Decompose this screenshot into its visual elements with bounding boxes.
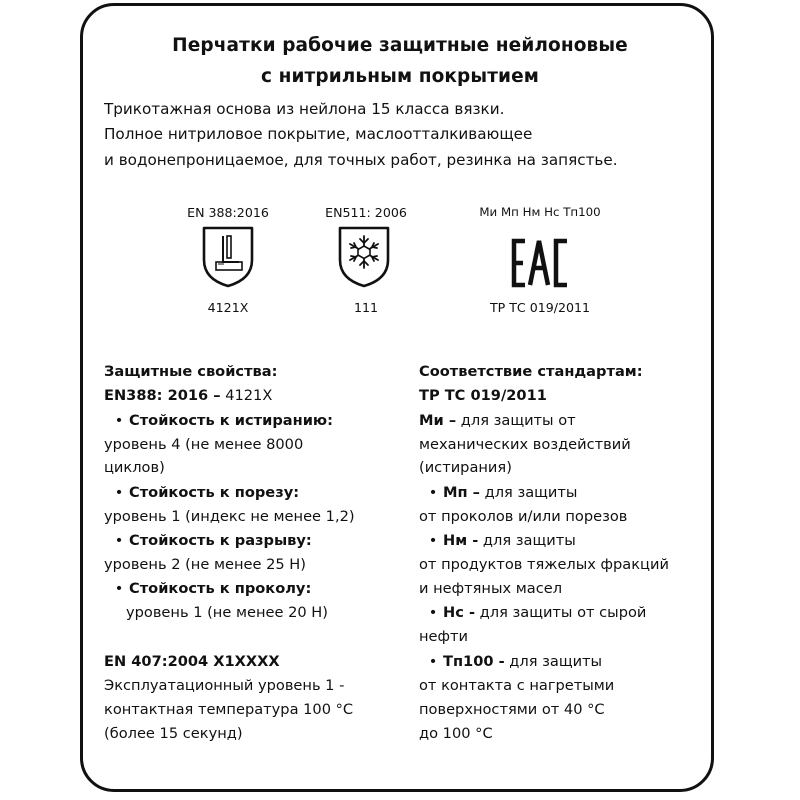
class-mp: • Мп – для защиты <box>428 484 578 501</box>
class-desc: поверхностями от 40 °С <box>419 701 605 718</box>
property-desc: уровень 1 (не менее 20 Н) <box>126 604 328 621</box>
class-tp100: • Тп100 - для защиты <box>428 653 603 670</box>
en407-line: (более 15 секунд) <box>104 725 243 742</box>
en388-code: 4121X <box>207 300 249 315</box>
compliance-heading: Соответствие стандартам: <box>419 363 643 380</box>
class-nm: • Нм - для защиты <box>428 532 576 549</box>
class-desc: от контакта с нагретыми <box>419 677 615 694</box>
description-line: и водонепроницаемое, для точных работ, резинка на запястье. <box>104 151 618 169</box>
page-title: Перчатки рабочие защитные нейлоновые <box>172 35 628 56</box>
en388-summary: EN388: 2016 – 4121X <box>104 387 273 404</box>
eac-classes: Ми Мп Нм Нс Тп100 <box>479 205 601 219</box>
class-nc: • Нс - для защиты от сырой <box>428 604 647 621</box>
en407-line: Эксплуатационный уровень 1 - <box>104 677 345 694</box>
page-subtitle: с нитрильным покрытием <box>261 66 539 87</box>
property-desc: циклов) <box>104 459 165 476</box>
en511-standard-label: EN511: 2006 <box>325 205 407 220</box>
class-desc: до 100 °С <box>419 725 493 742</box>
class-desc: механических воздействий <box>419 436 631 453</box>
eac-mark-icon <box>510 238 570 288</box>
en511-code: 111 <box>353 300 379 315</box>
property-desc: уровень 1 (индекс не менее 1,2) <box>104 508 355 525</box>
eac-regulation: ТР ТС 019/2011 <box>489 300 591 315</box>
class-desc: (истирания) <box>419 459 512 476</box>
en407-heading: EN 407:2004 X1XXXX <box>104 653 280 670</box>
description-line: Полное нитриловое покрытие, маслоотталкивающее <box>104 125 533 143</box>
class-desc: нефти <box>419 628 468 645</box>
snowflake-shield-icon <box>336 224 392 288</box>
property-tear: • Стойкость к разрыву: <box>114 532 312 549</box>
class-desc: от продуктов тяжелых фракций <box>419 556 669 573</box>
property-cut: • Стойкость к порезу: <box>114 484 300 501</box>
description-line: Трикотажная основа из нейлона 15 класса вязки. <box>104 100 505 118</box>
property-abrasion: • Стойкость к истиранию: <box>114 412 333 429</box>
property-desc: уровень 4 (не менее 8000 <box>104 436 304 453</box>
property-puncture: • Стойкость к проколу: <box>114 580 312 597</box>
class-mi: Ми – для защиты от <box>419 412 576 429</box>
class-desc: от проколов и/или порезов <box>419 508 628 525</box>
hammer-shield-icon <box>200 224 256 288</box>
compliance-regulation: ТР ТС 019/2011 <box>419 387 547 404</box>
en407-line: контактная температура 100 °С <box>104 701 354 718</box>
property-desc: уровень 2 (не менее 25 Н) <box>104 556 306 573</box>
en388-standard-label: EN 388:2016 <box>187 205 269 220</box>
class-desc: и нефтяных масел <box>419 580 563 597</box>
protective-heading: Защитные свойства: <box>104 363 278 380</box>
